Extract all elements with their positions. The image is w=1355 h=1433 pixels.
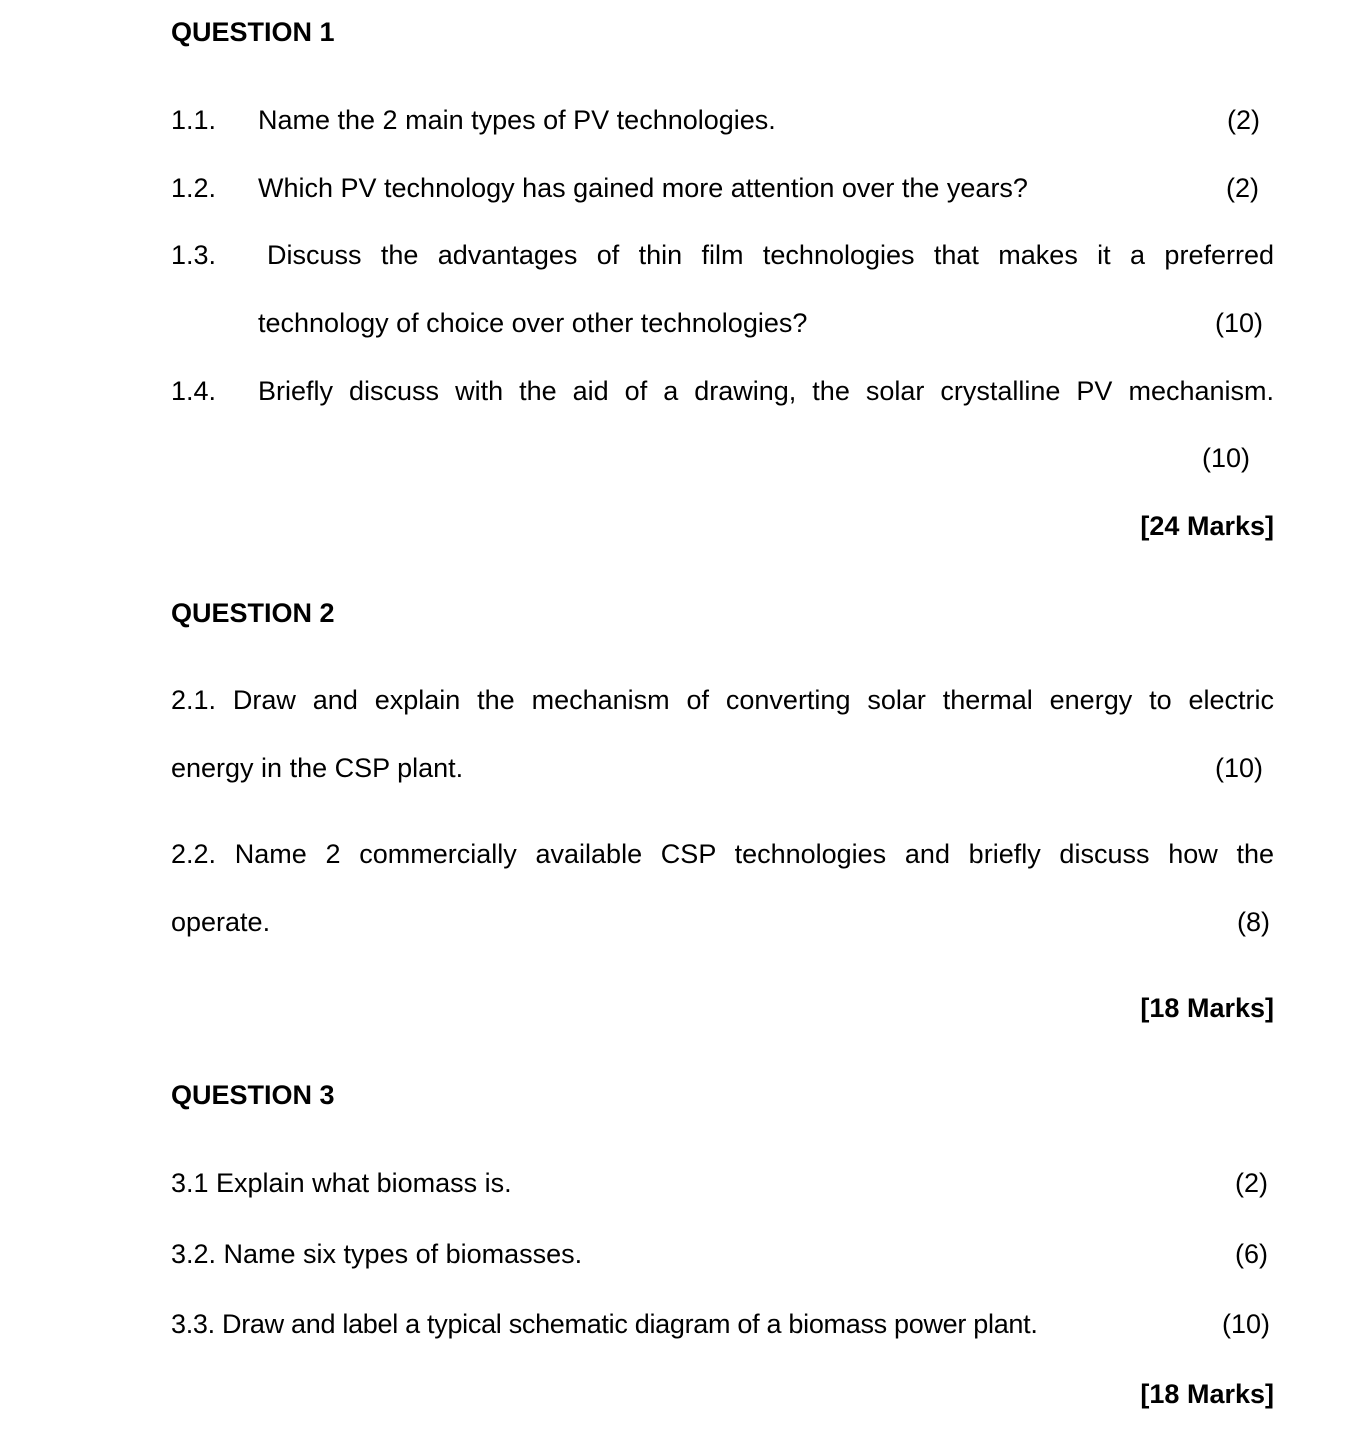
q2-1-marks: (10) — [1215, 753, 1264, 783]
q3-total-marks: [18 Marks] — [1140, 1379, 1274, 1409]
q2-1-text-line1: 2.1. Draw and explain the mechanism of converting solar thermal energy to electric — [171, 685, 1274, 715]
q1-3-text-line2: technology of choice over other technologies? — [258, 308, 808, 338]
q1-1-marks: (2) — [1227, 105, 1260, 135]
q1-3-text-line1: Discuss the advantages of thin film technologies that makes it a preferred — [267, 240, 1274, 270]
q3-2-text: 3.2. Name six types of biomasses. — [171, 1239, 583, 1269]
q3-3-marks: (10) — [1222, 1309, 1271, 1339]
q1-2-marks: (2) — [1226, 173, 1259, 203]
q2-total-marks: [18 Marks] — [1140, 993, 1274, 1023]
q2-2-marks: (8) — [1237, 907, 1270, 937]
question-1-title: QUESTION 1 — [171, 17, 335, 47]
question-2-title: QUESTION 2 — [171, 598, 335, 628]
q2-2-text-line2: operate. — [171, 907, 271, 937]
q1-4-marks: (10) — [1202, 443, 1251, 473]
q1-4-text: Briefly discuss with the aid of a drawing, the solar crystalline PV mechanism. — [258, 376, 1274, 406]
q1-4-number: 1.4. — [171, 376, 217, 406]
q1-2-text: Which PV technology has gained more attention over the years? — [258, 173, 1028, 203]
q3-2-marks: (6) — [1235, 1239, 1268, 1269]
q3-1-marks: (2) — [1235, 1168, 1268, 1198]
q1-3-number: 1.3. — [171, 240, 217, 270]
question-3-title: QUESTION 3 — [171, 1080, 335, 1110]
q1-3-marks: (10) — [1215, 308, 1264, 338]
q3-3-text: 3.3. Draw and label a typical schematic diagram of a biomass power plant. — [171, 1309, 1038, 1339]
q1-1-number: 1.1. — [171, 105, 217, 135]
q1-1-text: Name the 2 main types of PV technologies. — [258, 105, 776, 135]
q2-1-text-line2: energy in the CSP plant. — [171, 753, 464, 783]
q1-2-number: 1.2. — [171, 173, 217, 203]
q2-2-text-line1: 2.2. Name 2 commercially available CSP technologies and briefly discuss how the — [171, 839, 1274, 869]
q3-1-text: 3.1 Explain what biomass is. — [171, 1168, 512, 1198]
q1-total-marks: [24 Marks] — [1140, 511, 1274, 541]
